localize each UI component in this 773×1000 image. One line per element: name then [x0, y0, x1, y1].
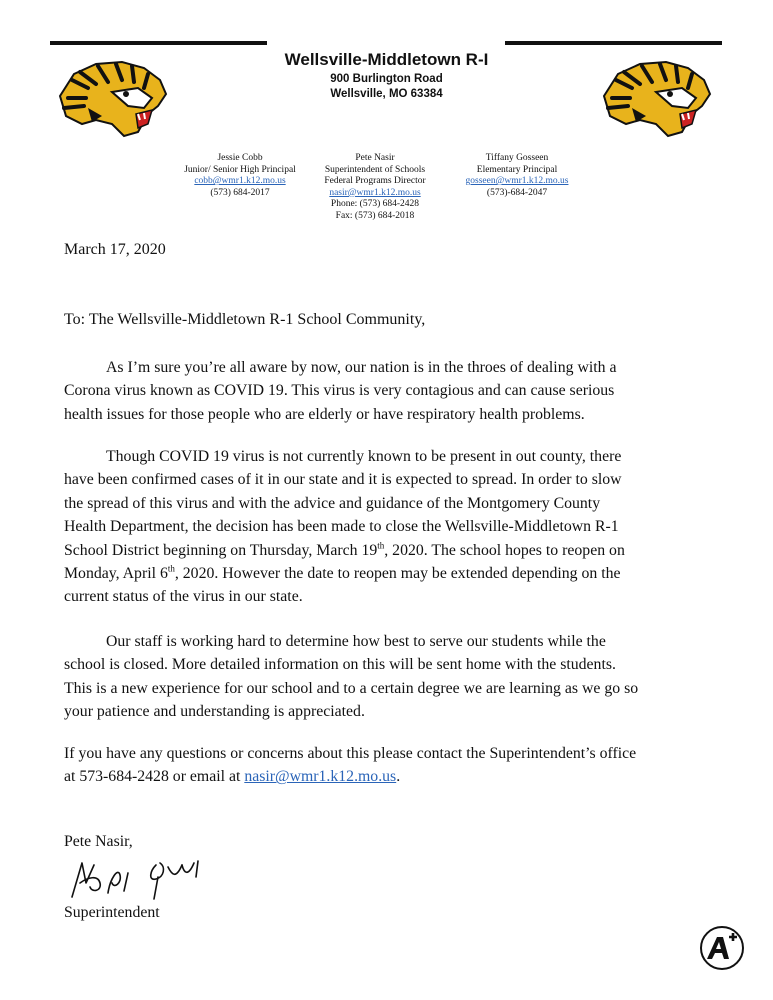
text-line: your patience and understanding is appreciated. [64, 703, 365, 721]
text-line: This is a new experience for our school and to a certain degree we are learning as we go so [64, 679, 639, 697]
tiger-logo-right [596, 58, 714, 138]
staff-contact-gosseen [442, 153, 592, 199]
header-rule-right [505, 41, 722, 45]
address-line-1: 900 Burlington Road [330, 73, 443, 85]
text-line: As I’m sure you’re all aware by now, our nation is in the throes of dealing with a [106, 359, 617, 376]
text-line: If you have any questions or concerns about this please contact the Superintendent’s office [64, 745, 637, 762]
text-line: Health Department, the decision has been made to close the Wellsville-Middletown R-1 [64, 518, 619, 536]
text-line: school is closed. More detailed information on this will be sent home with the students. [64, 656, 616, 674]
paragraph-3 [64, 630, 724, 724]
letter-date: March 17, 2020 [64, 241, 166, 258]
staff-name: Tiffany Gosseen [485, 153, 549, 163]
ordinal-suffix: th [377, 540, 385, 551]
staff-name: Pete Nasir [355, 153, 395, 163]
text-run: at 573-684-2428 or email at [64, 768, 245, 786]
district-address [270, 72, 503, 102]
text-line: the spread of this virus and with the advice and guidance of the Montgomery County [64, 494, 601, 512]
staff-email-link[interactable]: gosseen@wmr1.k12.mo.us [465, 176, 569, 187]
paragraph-4 [64, 742, 724, 789]
text-line: Our staff is working hard to determine how best to serve our students while the [106, 633, 606, 650]
tiger-logo-left [52, 58, 170, 138]
text-line: have been confirmed cases of it in our state and it is expected to spread. In order to slow [64, 471, 622, 489]
staff-title-2: Federal Programs Director [324, 176, 426, 187]
ordinal-suffix: th [167, 563, 175, 574]
signature [64, 853, 234, 903]
staff-phone: Phone: (573) 684-2428 [330, 199, 420, 210]
text-line [64, 562, 724, 585]
text-run: . [396, 768, 401, 786]
address-line-2: Wellsville, MO 63384 [330, 88, 443, 100]
staff-phone: (573)-684-2047 [486, 187, 548, 198]
staff-title: Superintendent of Schools [324, 164, 426, 175]
paragraph-1 [64, 356, 724, 426]
text-line [64, 539, 724, 562]
closing-name: Pete Nasir, [64, 833, 133, 850]
text-line: current status of the virus in our state. [64, 588, 303, 606]
staff-contact-cobb [165, 153, 315, 199]
staff-title: Junior/ Senior High Principal [184, 164, 296, 175]
text-line: health issues for those people who are elderly or have respiratory health problems. [64, 405, 585, 423]
closing-title: Superintendent [64, 904, 160, 921]
text-run: , 2020. The school hopes to reopen on [384, 541, 625, 559]
text-run: , 2020. However the date to reopen may be extended depending on the [174, 565, 621, 583]
staff-fax: Fax: (573) 684-2018 [335, 210, 415, 221]
salutation: To: The Wellsville-Middletown R-1 School Community, [64, 311, 426, 328]
staff-contact-nasir [300, 153, 450, 223]
header-rule-left [50, 41, 267, 45]
text-line: Though COVID 19 virus is not currently known to be present in out county, there [106, 448, 622, 465]
text-line [64, 765, 724, 788]
text-line: Corona virus known as COVID 19. This virus is very contagious and can cause serious [64, 382, 615, 400]
staff-email-link[interactable]: cobb@wmr1.k12.mo.us [194, 176, 286, 187]
district-name: Wellsville-Middletown R-I [284, 50, 489, 69]
text-run: School District beginning on Thursday, March 19 [64, 541, 378, 559]
staff-email-link[interactable]: nasir@wmr1.k12.mo.us [329, 187, 421, 198]
text-run: Monday, April 6 [64, 565, 168, 583]
paragraph-2 [64, 445, 724, 609]
superintendent-email-link[interactable]: nasir@wmr1.k12.mo.us [244, 768, 397, 786]
a-plus-schools-logo [699, 925, 745, 971]
staff-phone: (573) 684-2017 [210, 187, 270, 198]
staff-title: Elementary Principal [476, 164, 558, 175]
staff-name: Jessie Cobb [217, 153, 263, 163]
